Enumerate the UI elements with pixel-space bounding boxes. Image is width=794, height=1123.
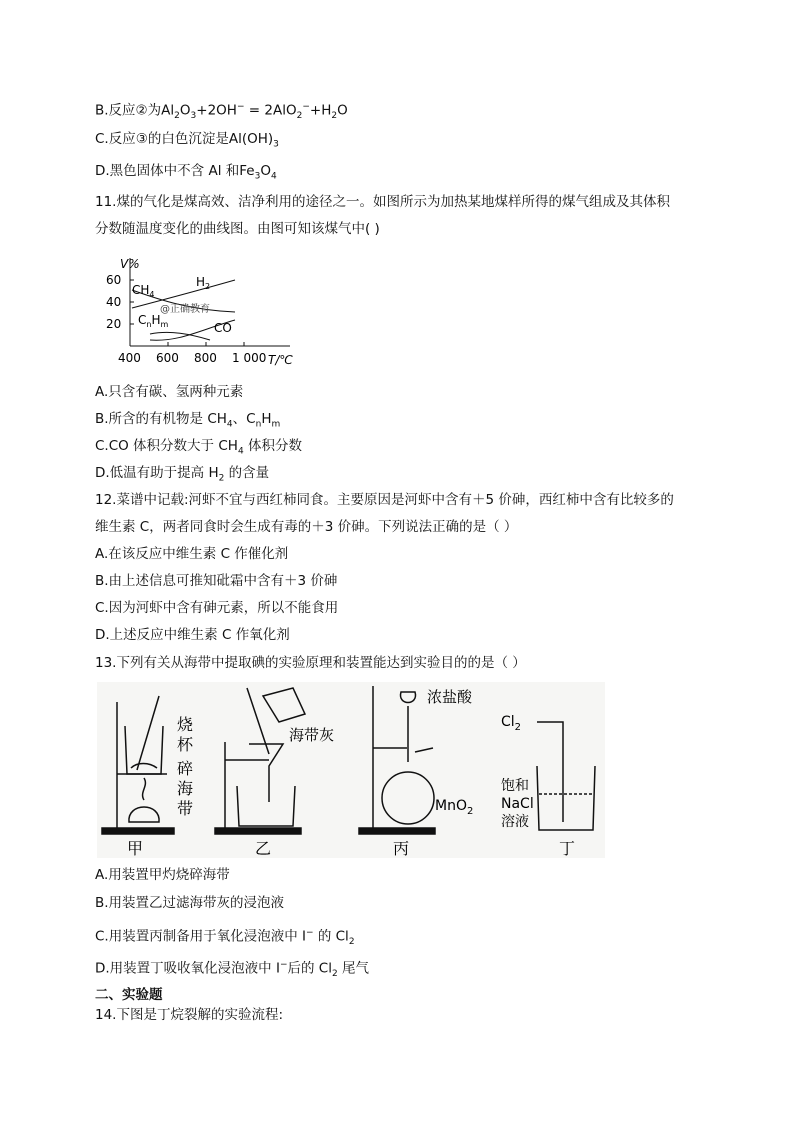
eq-o: O [179, 102, 191, 119]
q11-d-sub: 2 [218, 473, 225, 484]
q13-d-prefix: D.用装置丁吸收氧化浸泡液中 I [95, 960, 280, 977]
y-axis-label: V% [120, 257, 140, 271]
eq-al-sub: 2 [174, 111, 180, 122]
q13-option-a: A.用装置甲灼烧碎海带 [95, 867, 230, 883]
yi-ash-label: 海带灰 [289, 726, 335, 744]
q10-option-b [95, 98, 348, 125]
q14-stem: 14.下图是丁烷裂解的实验流程: [95, 1007, 284, 1023]
q13-stem: 13.下列有关从海带中提取碘的实验原理和装置能达到实验目的的是（ ） [95, 655, 526, 671]
xtick-label-600: 600 [156, 351, 179, 365]
q11-c-sub: 4 [237, 446, 244, 457]
jia-label-2: 杯 [177, 735, 194, 754]
q10-c-formula: Al(OH) [228, 131, 274, 147]
q11-b-sub: 4 [226, 419, 233, 430]
q11-b-mid: 、C [232, 411, 256, 427]
ytick-label-20: 20 [106, 317, 122, 331]
eq-minus: − [236, 102, 245, 112]
eq-o-sub: 3 [190, 111, 197, 122]
q10-d-sub1: 3 [254, 171, 261, 182]
q12-option-c: C.因为河虾中含有砷元素，所以不能食用 [95, 600, 339, 616]
x-axis-label: T/℃ [268, 353, 293, 367]
xtick-label-1000: 1 000 [232, 351, 267, 365]
q13-d-suffix: 尾气 [337, 960, 370, 977]
q11-b-h: H [261, 411, 272, 427]
q12-option-a: A.在该反应中维生素 C 作催化剂 [95, 546, 289, 562]
q13-option-d [95, 956, 369, 983]
q11-c-prefix: C.CO 体积分数大于 CH [95, 438, 238, 454]
eq-mid: +2OH [196, 102, 237, 119]
bing-mno2-label: MnO$_2$ [435, 798, 474, 817]
q11-c-suffix: 体积分数 [243, 438, 302, 454]
q11-option-b [95, 410, 280, 434]
q10-c-sub: 3 [273, 139, 279, 150]
jia-label-3: 碎 [177, 759, 194, 778]
q11-stem-line1: 11.煤的气化是煤高效、洁净利用的途径之一。如图所示为加热某地煤样所得的煤气组成及其体积 [95, 194, 670, 210]
q13-d-mid: 后的 Cl [287, 960, 332, 977]
q12-stem-line1: 12.菜谱中记载:河虾不宜与西红柿同食。主要原因是河虾中含有＋5 价砷，西红柿中含有比较多的 [95, 492, 674, 508]
chart-watermark: @正确教育 [160, 304, 210, 315]
q13-c-sup: − [306, 928, 314, 938]
label-cnhm: $C_nH_m$ [138, 313, 169, 329]
q13-apparatus-figure [97, 682, 605, 858]
q11-option-d [95, 464, 269, 488]
eq-equals: = 2AlO [244, 102, 297, 119]
yi-caption: 乙 [255, 839, 272, 858]
jia-caption: 甲 [127, 839, 144, 858]
q11-option-c [95, 437, 302, 461]
q13-d-sub: 2 [331, 969, 338, 980]
q11-chart [106, 250, 310, 370]
ding-sat-label-2: NaCl [501, 796, 534, 812]
q10-option-c [95, 130, 279, 154]
q11-d-prefix: D.低温有助于提高 H [95, 465, 219, 481]
eq-al: Al [161, 102, 175, 119]
ding-cl2-label: $Cl_2$ [501, 714, 522, 733]
q10-b-prefix: B.反应②为 [95, 102, 162, 119]
q10-d-o: O [260, 163, 271, 179]
bing-base [359, 828, 435, 834]
curve-cnhm [150, 332, 210, 340]
q11-option-a: A.只含有碳、氢两种元素 [95, 384, 244, 400]
yi-base [215, 828, 301, 834]
xtick-label-800: 800 [194, 351, 217, 365]
ding-sat-label-3: 溶液 [501, 814, 529, 830]
ytick-label-60: 60 [106, 273, 122, 287]
bing-acid-label: 浓盐酸 [427, 688, 473, 706]
q11-b-prefix: B.所含的有机物是 CH [95, 411, 227, 427]
label-ch4: $CH_4$ [132, 283, 155, 299]
q10-option-d [95, 162, 277, 186]
xtick-label-400: 400 [118, 351, 141, 365]
ytick-label-40: 40 [106, 295, 122, 309]
jia-base [102, 828, 174, 834]
bing-caption: 丙 [393, 839, 410, 858]
q12-option-b: B.由上述信息可推知砒霜中含有＋3 价砷 [95, 573, 338, 589]
label-co: CO [214, 321, 232, 335]
q11-b-sub-m: m [271, 419, 281, 430]
jia-label-5: 带 [177, 799, 194, 818]
eq-end: O [337, 102, 348, 119]
q11-b-sub-n: n [255, 419, 262, 430]
q13-option-c [95, 924, 355, 951]
q13-option-b: B.用装置乙过滤海带灰的浸泡液 [95, 895, 285, 911]
q11-stem-line2: 分数随温度变化的曲线图。由图可知该煤气中( ) [95, 221, 380, 237]
eq-tail: +H [309, 102, 332, 119]
jia-label-4: 海 [177, 779, 194, 798]
q10-c-prefix: C.反应③的白色沉淀是 [95, 131, 229, 147]
q13-d-sup: − [279, 960, 288, 970]
eq-alo-sub: 2 [296, 111, 303, 122]
q13-c-sub: 2 [348, 937, 355, 948]
q10-d-prefix: D.黑色固体中不含 Al 和 [95, 163, 240, 179]
ding-sat-label-1: 饱和 [501, 778, 529, 794]
q13-c-suffix: 的 Cl [313, 928, 349, 945]
eq-alo-sup: − [302, 102, 310, 112]
q12-stem-line2: 维生素 C，两者同食时会生成有毒的＋3 价砷。下列说法正确的是（ ） [95, 519, 518, 535]
q10-d-sub2: 4 [270, 171, 277, 182]
q11-d-suffix: 的含量 [224, 465, 270, 481]
q10-d-formula: Fe [239, 163, 255, 179]
q12-option-d: D.上述反应中维生素 C 作氧化剂 [95, 627, 290, 643]
label-h2: $H_2$ [196, 275, 211, 291]
jia-label-1: 烧 [177, 715, 194, 734]
eq-h-sub: 2 [331, 111, 338, 122]
q13-c-prefix: C.用装置丙制备用于氧化浸泡液中 I [95, 928, 306, 945]
ding-caption: 丁 [559, 839, 576, 858]
section-heading: 二、实验题 [95, 987, 163, 1003]
